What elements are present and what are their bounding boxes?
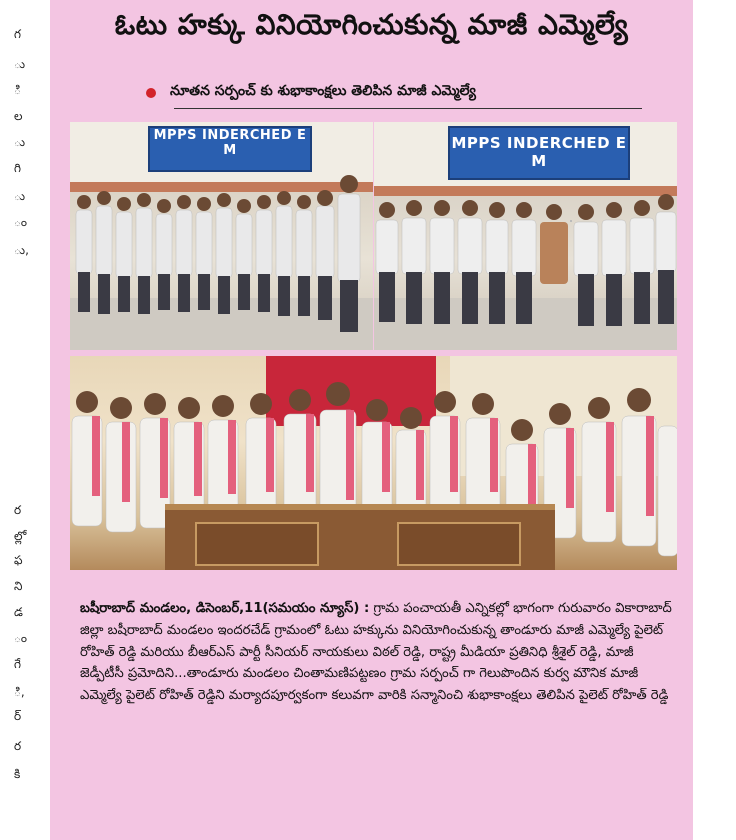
margin-fragment: ు, bbox=[14, 243, 29, 257]
article-dateline: బషీరాబాద్ మండలం, డిసెంబర్,11(సమయం న్యూస్) : bbox=[80, 601, 370, 616]
group-photo-school-right bbox=[374, 122, 677, 350]
margin-fragment: ు bbox=[14, 135, 26, 149]
margin-fragment: ం bbox=[14, 215, 28, 229]
margin-fragment: ల్లో bbox=[14, 529, 27, 543]
table-panel bbox=[397, 522, 521, 566]
margin-fragment: డ bbox=[14, 605, 23, 619]
subheadline-underline bbox=[174, 108, 642, 109]
crowd-illustration bbox=[374, 122, 677, 350]
group-photo-school-left bbox=[70, 122, 373, 350]
margin-fragment: ి bbox=[14, 83, 21, 97]
margin-fragment: గి bbox=[14, 161, 21, 175]
office-table bbox=[165, 504, 555, 570]
margin-fragment: గే bbox=[14, 657, 21, 671]
article-subheadline bbox=[146, 83, 476, 102]
margin-fragment: గ bbox=[14, 27, 21, 41]
margin-fragment: ని bbox=[14, 579, 23, 593]
table-panel bbox=[195, 522, 319, 566]
article-body bbox=[80, 598, 676, 707]
adjacent-column-clipping bbox=[0, 0, 50, 840]
subheadline-text: నూతన సర్పంచ్ కు శుభాకాంక్షలు తెలిపిన మాజీ ఎమ్మెల్యే bbox=[170, 83, 476, 99]
signboard-text: MPPS INDERCHED E M bbox=[451, 134, 627, 170]
margin-fragment: ు bbox=[14, 189, 26, 203]
margin-fragment: ం bbox=[14, 631, 28, 645]
margin-fragment: ు bbox=[14, 57, 26, 71]
red-bullet-icon bbox=[146, 88, 156, 98]
margin-fragment: ఫ bbox=[14, 553, 23, 567]
margin-fragment: ర bbox=[14, 739, 22, 753]
felicitation-photo bbox=[70, 356, 677, 570]
signboard-text: MPPS INDERCHED E M bbox=[153, 128, 307, 158]
margin-fragment: ి, bbox=[14, 685, 25, 699]
article-body-text: గ్రామ పంచాయతీ ఎన్నికల్లో భాగంగా గురువారం వికారాబాద్ జిల్లా బషీరాబాద్ మండలం ఇందరచేడ్ గ్రామంలో ఓటు హక్కును వినియోగించుకున్న తాండూరు మాజీ ఎమ్మెల్యే పైలెట్ రోహిత్ రెడ్డి మరియు బీఆర్ఎస్ పార్టీ సీనియర్ నాయకులు విఠల్ రెడ్డి, రాష్ట్ర మీడియా ప్రతినిధి శ్రీశైల్ రెడ్డి, మాజీ జెడ్పీటీసీ ప్రమోదిని...తాండూరు మండలం చింతామణిపట్టణం గ్రామ సర్పంచ్ గా గెలుపొందిన కుర్వ మౌనిక మాజీ ఎమ్మెల్యే పైలెట్ రోహిత్ రెడ్డిని మర్యాదపూర్వకంగా కలువగా వారికి సన్మానించి శుభాకాంక్షలు తెలిపిన పైలెట్ రోహిత్ రెడ్డి bbox=[80, 601, 672, 704]
news-article bbox=[50, 0, 693, 840]
right-margin bbox=[693, 0, 736, 840]
article-headline: ఓటు హక్కు వినియోగించుకున్న మాజీ ఎమ్మెల్యే bbox=[114, 8, 629, 41]
margin-fragment: ర్ bbox=[14, 709, 22, 723]
margin-fragment: కి bbox=[14, 767, 21, 781]
margin-fragment: ర bbox=[14, 503, 22, 517]
margin-fragment: ల bbox=[14, 109, 23, 123]
crowd-illustration bbox=[70, 122, 373, 350]
